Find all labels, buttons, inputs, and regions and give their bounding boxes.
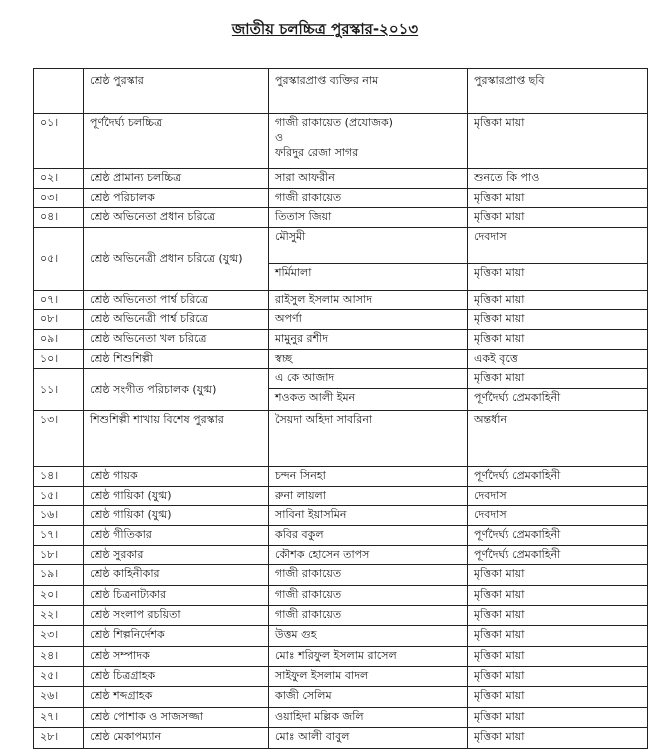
serial-number: ১০। (34, 349, 84, 369)
film-title: একই বৃত্তে (468, 349, 648, 369)
recipient-name-line: অপর্ণা (275, 312, 302, 326)
film-title: মৃত্তিকা মায়া (468, 290, 648, 310)
recipient-name (269, 707, 468, 727)
table-row (34, 411, 648, 467)
recipient-name (269, 486, 468, 506)
award-category: শ্রেষ্ঠ অভিনেতা খল চরিত্রে (84, 329, 269, 349)
recipient-name (269, 728, 468, 748)
recipient-name-line: শওকত আলী ইমন (275, 391, 356, 405)
recipient-name (269, 506, 468, 526)
table-row (34, 188, 648, 208)
recipient-name (269, 329, 468, 349)
table-row (34, 646, 648, 666)
recipient-name-line: তিতাস জিয়া (275, 210, 332, 224)
table-row (34, 329, 648, 349)
serial-number: ১৮। (34, 545, 84, 565)
header-film: পুরস্কারপ্রাপ্ত ছবি (468, 69, 648, 114)
award-category: শ্রেষ্ঠ সম্পাদক (84, 646, 269, 666)
recipient-name (269, 667, 468, 687)
serial-number: ২০। (34, 585, 84, 605)
recipient-name-line: গাজী রাকায়েত (প্রযোজক) (275, 116, 393, 129)
serial-number: ২৫। (34, 667, 84, 687)
table-row (34, 626, 648, 646)
table-row (34, 667, 648, 687)
table-row (34, 525, 648, 545)
table-row (34, 310, 648, 330)
recipient-name (269, 467, 468, 487)
award-category: শ্রেষ্ঠ গায়ক (84, 467, 269, 487)
table-row (34, 506, 648, 526)
recipient-name-line: সারা আফরীন (275, 171, 335, 184)
recipient-name (269, 369, 468, 389)
film-title: মৃত্তিকা মায়া (468, 263, 648, 290)
recipient-name (269, 585, 468, 605)
recipient-name-line: সৈয়দা অহিদা সাবরিনা (275, 413, 373, 427)
award-category: শ্রেষ্ঠ পরিচালক (84, 188, 269, 208)
serial-number: ২৮। (34, 728, 84, 748)
serial-number: ১১। (34, 369, 84, 411)
award-category: শ্রেষ্ঠ শিল্পনির্দেশক (84, 626, 269, 646)
table-row (34, 169, 648, 189)
award-category: পূর্ণদৈর্ঘ্য চলচ্চিত্র (84, 114, 269, 169)
table-row (34, 605, 648, 625)
recipient-name-line: গাজী রাকায়েত (275, 190, 342, 204)
serial-number: ০৩। (34, 188, 84, 208)
recipient-name-line: ওয়াহিদা মল্লিক জলি (275, 709, 364, 723)
film-title: পূর্ণদৈর্ঘ্য প্রেমকাহিনী (468, 545, 648, 565)
serial-number: ১৪। (34, 467, 84, 487)
award-category: শ্রেষ্ঠ চিত্রগ্রাহক (84, 667, 269, 687)
recipient-name (269, 389, 468, 411)
table-row (34, 707, 648, 727)
award-category: শ্রেষ্ঠ গায়িকা (যুগ্ম) (84, 486, 269, 506)
recipient-name (269, 687, 468, 707)
award-category: শিশুশিল্পী শাখায় বিশেষ পুরস্কার (84, 411, 269, 467)
serial-number: ২৪। (34, 646, 84, 666)
table-row (34, 227, 648, 263)
recipient-name (269, 208, 468, 228)
serial-number: ১৫। (34, 486, 84, 506)
film-title: দেবদাস (468, 486, 648, 506)
recipient-name-line: সাবিনা ইয়াসমিন (275, 508, 347, 522)
film-title: মৃত্তিকা মায়া (468, 585, 648, 605)
film-title: পূর্ণদৈর্ঘ্য প্রেমকাহিনী (468, 525, 648, 545)
recipient-name-line: মৌসুমী (275, 229, 306, 243)
film-title: মৃত্তিকা মায়া (468, 208, 648, 228)
serial-number: ০৯। (34, 329, 84, 349)
film-title: মৃত্তিকা মায়া (468, 369, 648, 389)
recipient-name (269, 188, 468, 208)
award-category: শ্রেষ্ঠ অভিনেত্রী পার্শ্ব চরিত্রে (84, 310, 269, 330)
film-title: পূর্ণদৈর্ঘ্য প্রেমকাহিনী (468, 467, 648, 487)
serial-number: ২৬। (34, 687, 84, 707)
recipient-name-line: মোঃ শরিফুল ইসলাম রাসেল (275, 648, 397, 662)
serial-number: ১৯। (34, 565, 84, 585)
recipient-name-line: স্বচ্ছ (275, 351, 293, 365)
film-title: মৃত্তিকা মায়া (468, 707, 648, 727)
film-title: শুনতে কি পাও (468, 169, 648, 189)
recipient-name-line: শর্মিমালা (275, 265, 312, 279)
document-title: জাতীয় চলচ্চিত্র পুরস্কার-২০১৩ (231, 20, 419, 38)
film-title: পূর্ণদৈর্ঘ্য প্রেমকাহিনী (468, 389, 648, 411)
recipient-name-line: কবির বকুল (275, 527, 324, 541)
recipient-name (269, 525, 468, 545)
recipient-name-line: সাইফুল ইসলাম বাদল (275, 669, 369, 683)
table-row (34, 467, 648, 487)
award-category: শ্রেষ্ঠ কাহিনীকার (84, 565, 269, 585)
serial-number: ০৭। (34, 290, 84, 310)
award-category: শ্রেষ্ঠ গীতিকার (84, 525, 269, 545)
recipient-name-line: ফরিদুর রেজা সাগর (275, 146, 359, 159)
award-category: শ্রেষ্ঠ সংলাপ রচয়িতা (84, 605, 269, 625)
recipient-name-line: মামুনুর রশীদ (275, 331, 329, 345)
table-row (34, 486, 648, 506)
serial-number: ০২। (34, 169, 84, 189)
table-row (34, 208, 648, 228)
recipient-name (269, 169, 468, 189)
recipient-name-line: কাজী সেলিম (275, 689, 332, 703)
film-title: মৃত্তিকা মায়া (468, 605, 648, 625)
award-category: শ্রেষ্ঠ অভিনেতা পার্শ্ব চরিত্রে (84, 290, 269, 310)
awards-table (33, 68, 648, 749)
recipient-name (269, 114, 468, 169)
recipient-name-line: রাইসুল ইসলাম আসাদ (275, 292, 372, 306)
award-category: শ্রেষ্ঠ চিত্রনাট্যকার (84, 585, 269, 605)
recipient-name (269, 626, 468, 646)
table-row (34, 545, 648, 565)
recipient-name (269, 565, 468, 585)
recipient-name-line: গাজী রাকায়েত (275, 587, 342, 601)
award-category: শ্রেষ্ঠ মেকাপম্যান (84, 728, 269, 748)
film-title: মৃত্তিকা মায়া (468, 728, 648, 748)
award-category: শ্রেষ্ঠ সংগীত পরিচালক (যুগ্ম) (84, 369, 269, 411)
award-category: শ্রেষ্ঠ পোশাক ও সাজসজ্জা (84, 707, 269, 727)
film-title: মৃত্তিকা মায়া (468, 687, 648, 707)
film-title: মৃত্তিকা মায়া (468, 626, 648, 646)
award-category: শ্রেষ্ঠ শিশুশিল্পী (84, 349, 269, 369)
recipient-name-line: রুনা লায়লা (275, 488, 326, 502)
header-recipient: পুরস্কারপ্রাপ্ত ব্যক্তির নাম (269, 69, 468, 114)
film-title: অন্তর্ধান (468, 411, 648, 467)
recipient-name (269, 263, 468, 290)
table-row (34, 687, 648, 707)
award-category: শ্রেষ্ঠ অভিনেত্রী প্রধান চরিত্রে (যুগ্ম) (84, 227, 269, 290)
award-category: শ্রেষ্ঠ সুরকার (84, 545, 269, 565)
serial-number: ১৩। (34, 411, 84, 467)
recipient-name-line: উত্তম গুহ (275, 628, 317, 642)
award-category: শ্রেষ্ঠ গায়িকা (যুগ্ম) (84, 506, 269, 526)
table-row (34, 728, 648, 748)
film-title: মৃত্তিকা মায়া (468, 329, 648, 349)
recipient-name-line: কৌশক হোসেন তাপস (275, 547, 370, 561)
recipient-name (269, 605, 468, 625)
award-category: শ্রেষ্ঠ অভিনেতা প্রধান চরিত্রে (84, 208, 269, 228)
recipient-name-line: এ কে আজাদ (275, 371, 335, 385)
serial-number: ০৮। (34, 310, 84, 330)
recipient-name-line: মোঃ আলী বাবুল (275, 730, 350, 744)
recipient-name-line: চন্দন সিনহা (275, 469, 326, 483)
recipient-name (269, 349, 468, 369)
serial-number: ২২। (34, 605, 84, 625)
table-row (34, 369, 648, 389)
film-title: মৃত্তিকা মায়া (468, 114, 648, 169)
film-title: দেবদাস (468, 227, 648, 263)
recipient-name (269, 310, 468, 330)
table-row (34, 565, 648, 585)
film-title: মৃত্তিকা মায়া (468, 188, 648, 208)
recipient-name-line: গাজী রাকায়েত (275, 607, 342, 621)
recipient-name-line: গাজী রাকায়েত (275, 567, 342, 581)
recipient-name-line: ও (275, 131, 284, 144)
award-category: শ্রেষ্ঠ শব্দগ্রাহক (84, 687, 269, 707)
recipient-name (269, 227, 468, 263)
header-serial (34, 69, 84, 114)
film-title: মৃত্তিকা মায়া (468, 646, 648, 666)
header-award: শ্রেষ্ঠ পুরস্কার (84, 69, 269, 114)
serial-number: ২৭। (34, 707, 84, 727)
film-title: দেবদাস (468, 506, 648, 526)
serial-number: ১৬। (34, 506, 84, 526)
table-row (34, 585, 648, 605)
award-category: শ্রেষ্ঠ প্রামান্য চলচ্চিত্র (84, 169, 269, 189)
serial-number: ০৪। (34, 208, 84, 228)
table-row (34, 290, 648, 310)
serial-number: ০৫। (34, 227, 84, 290)
table-row (34, 114, 648, 169)
recipient-name (269, 545, 468, 565)
film-title: মৃত্তিকা মায়া (468, 565, 648, 585)
recipient-name (269, 646, 468, 666)
table-header-row (34, 69, 648, 114)
recipient-name (269, 290, 468, 310)
film-title: মৃত্তিকা মায়া (468, 667, 648, 687)
film-title: মৃত্তিকা মায়া (468, 310, 648, 330)
serial-number: ২৩। (34, 626, 84, 646)
serial-number: ১৭। (34, 525, 84, 545)
recipient-name (269, 411, 468, 467)
table-row (34, 349, 648, 369)
serial-number: ০১। (34, 114, 84, 169)
